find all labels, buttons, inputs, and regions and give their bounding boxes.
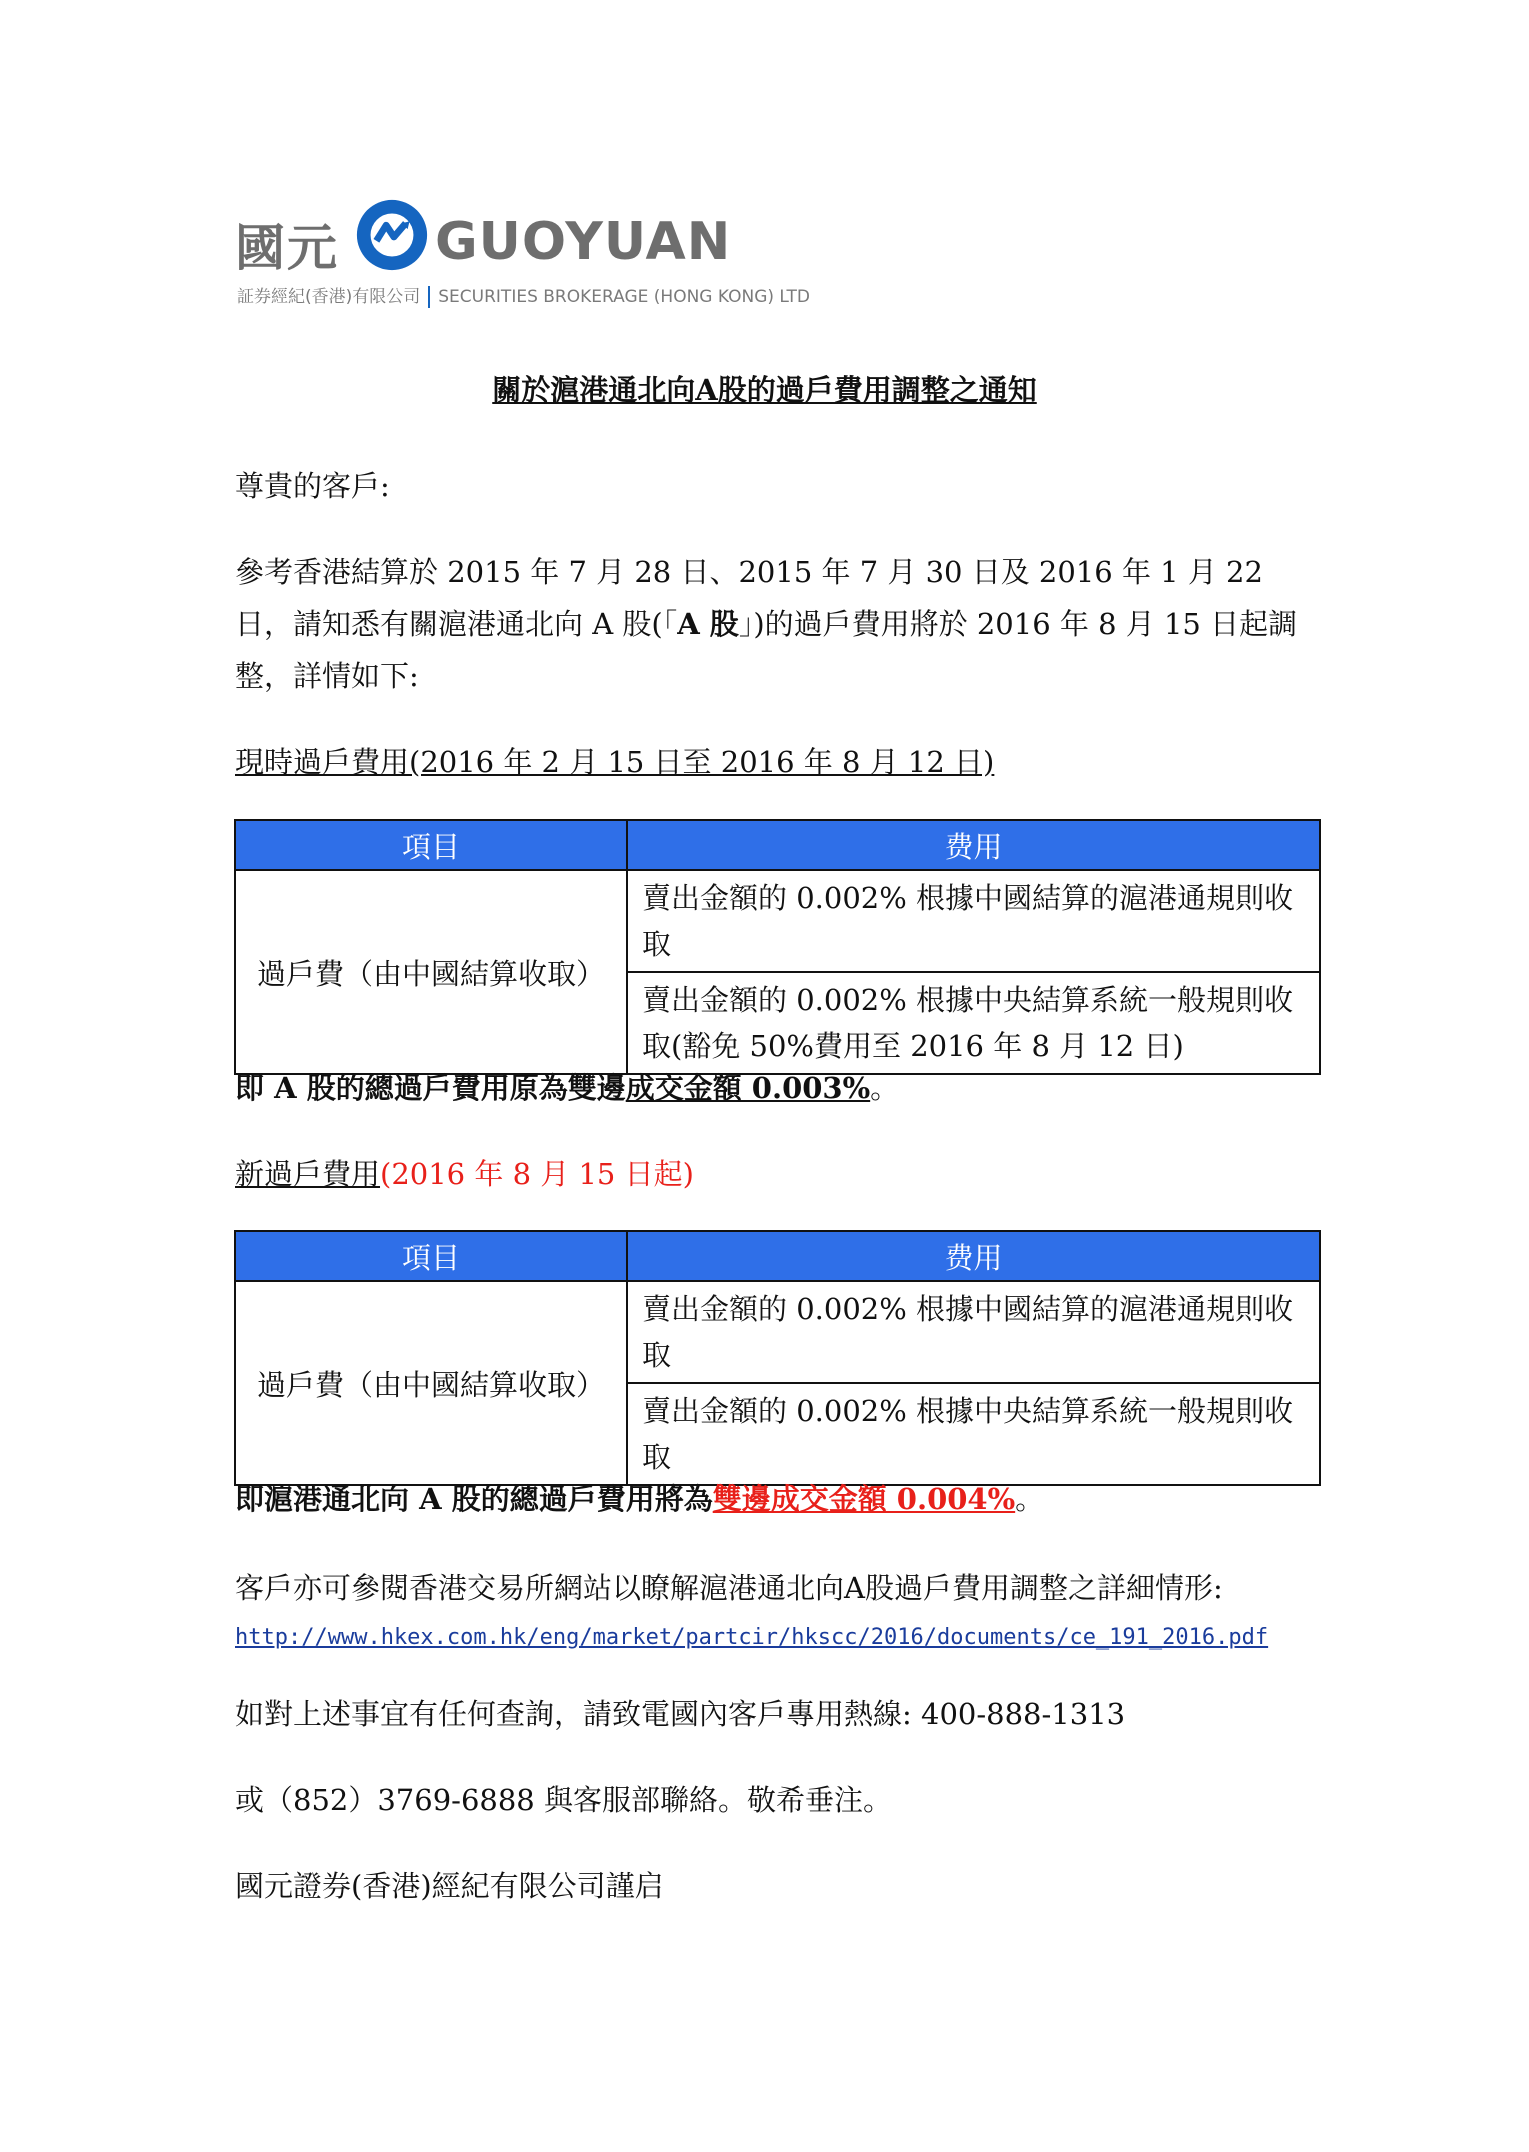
intro-text-1: 參考香港結算於 2015 年 7 月 28 日、2015 年 7 月 30 日及 2016 年 1 月 22 日，請知悉有關滬港通北向 A 股(「 [235, 555, 1263, 641]
new-summary-rate: 雙邊成交金額 0.004% [712, 1482, 1016, 1516]
table-header-row [235, 1231, 1320, 1281]
notice-title: 關於滬港通北向A股的過戶費用調整之通知 [492, 373, 1037, 407]
intro-text-2: 」)的過戶費用將於 2016 年 8 月 15 日起調整，詳情如下: [235, 607, 1298, 693]
table-row [235, 1281, 1320, 1383]
new-fees-heading [235, 1148, 1315, 1200]
new-fees-table [234, 1230, 1321, 1486]
table-row [235, 870, 1320, 972]
contact-hotline: 如對上述事宜有任何查詢，請致電國內客戶專用熱線: 400-888-1313 [235, 1697, 1126, 1731]
new-summary [235, 1477, 1044, 1518]
logo-cn-subtitle: 証券經紀(香港)有限公司 [237, 287, 421, 307]
table-cell-fee: 賣出金額的 0.002% 根據中國結算的滬港通規則收取 [627, 870, 1320, 972]
current-summary-rate: 成交金額 0.003% [625, 1071, 871, 1105]
table-cell-fee: 賣出金額的 0.002% 根據中央結算系統一般規則收取(豁免 50%費用至 2016 年 8 月 12 日) [627, 972, 1320, 1074]
table-cell-item: 過戶費（由中國結算收取） [235, 870, 627, 1074]
current-summary-text: 即 A 股的總過戶費用原為雙邊 [235, 1071, 626, 1105]
table-cell-fee: 賣出金額的 0.002% 根據中央結算系統一般規則收取 [627, 1383, 1320, 1485]
col-header-fee: 费用 [627, 1231, 1320, 1281]
col-header-item: 項目 [235, 1231, 627, 1281]
signature: 國元證券(香港)經紀有限公司謹启 [235, 1869, 664, 1903]
new-summary-text: 即滬港通北向 A 股的總過戶費用將為 [235, 1482, 713, 1516]
logo-en-name: GUOYUAN [435, 212, 732, 272]
current-fees-heading: 現時過戶費用(2016 年 2 月 15 日至 2016 年 8 月 12 日) [235, 745, 995, 779]
new-summary-end: 。 [1015, 1482, 1045, 1516]
salutation: 尊貴的客戶: [235, 469, 390, 503]
intro-bold-term: A 股 [677, 607, 739, 641]
reference-text: 客戶亦可參閱香港交易所網站以瞭解滬港通北向A股過戶費用調整之詳細情形: [235, 1571, 1223, 1605]
current-fees-table [234, 819, 1321, 1075]
contact-service: 或（852）3769-6888 與客服部聯絡。敬希垂注。 [235, 1783, 892, 1817]
col-header-fee: 费用 [627, 820, 1320, 870]
logo-en-subtitle: SECURITIES BROKERAGE (HONG KONG) LTD [438, 287, 811, 307]
logo-subtitle [237, 282, 810, 308]
col-header-item: 項目 [235, 820, 627, 870]
table-header-row [235, 820, 1320, 870]
new-fees-heading-text: 新過戶費用 [235, 1157, 381, 1191]
intro-paragraph [235, 546, 1315, 702]
table-cell-item: 過戶費（由中國結算收取） [235, 1281, 627, 1485]
logo-divider [428, 286, 430, 308]
logo-cn-name: 國元 [235, 219, 339, 277]
new-fees-heading-date: (2016 年 8 月 15 日起) [380, 1157, 694, 1191]
current-summary [235, 1066, 899, 1107]
table-cell-fee: 賣出金額的 0.002% 根據中國結算的滬港通規則收取 [627, 1281, 1320, 1383]
logo-emblem-icon [353, 196, 431, 274]
company-logo [235, 196, 811, 316]
hkex-link[interactable]: http://www.hkex.com.hk/eng/market/partcir/hkscc/2016/documents/ce_191_2016.pdf [235, 1625, 1269, 1650]
current-summary-end: 。 [870, 1071, 900, 1105]
